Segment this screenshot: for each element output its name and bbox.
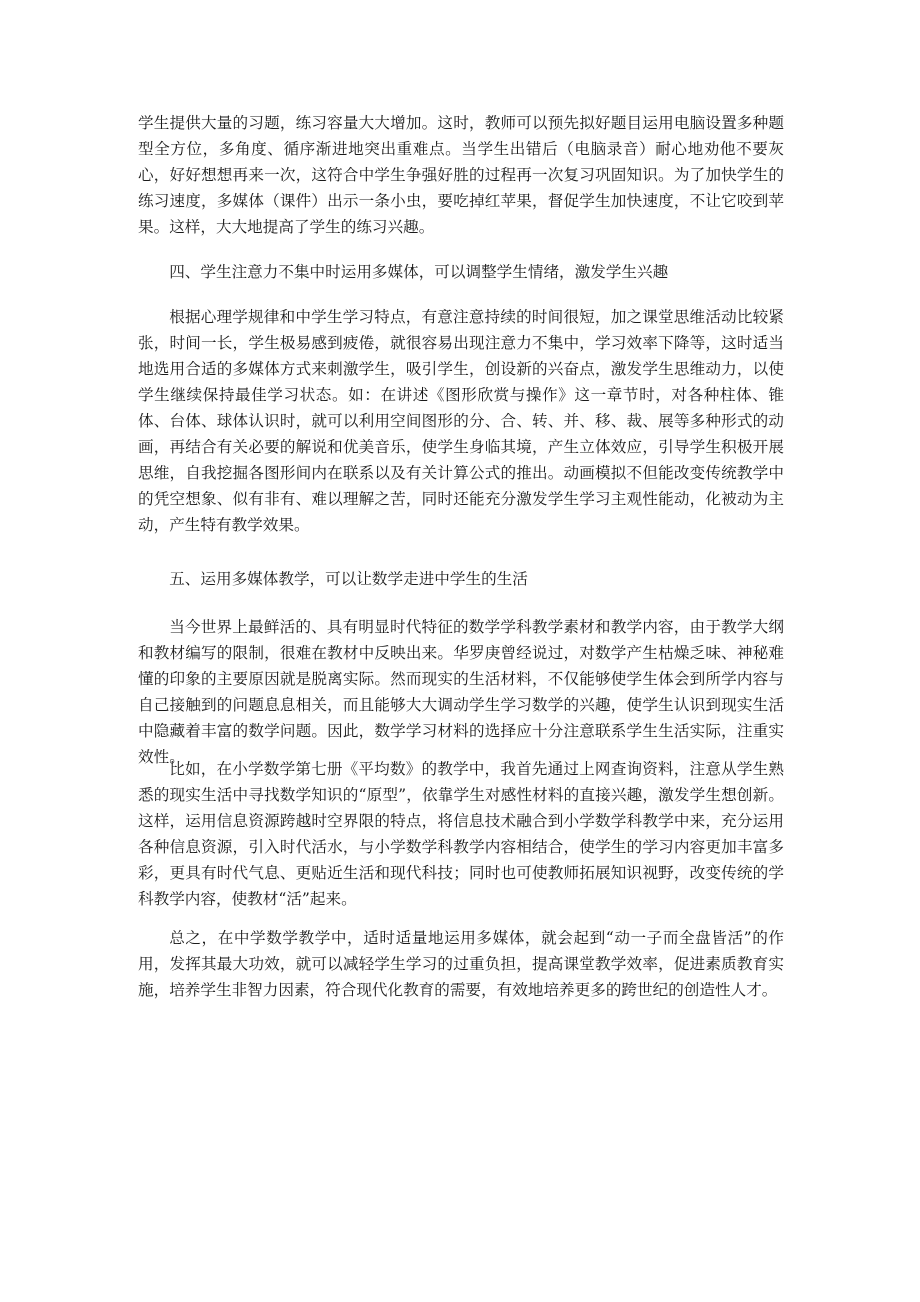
section-4-body: 根据心理学规律和中学生学习特点，有意注意持续的时间很短，加之课堂思维活动比较紧张，时间一长，学生极易感到疲倦，就很容易出现注意力不集中，学习效率下降等，这时适当地选用合适的多媒体方式来刺激学生，吸引学生，创设新的兴奋点，激发学生思维动力，以使学生继续保持最佳学习状态。如：在讲述《图形欣赏与操作》这一章节时，对各种柱体、锥体、台体、球体认识时，就可以利用空间图形的分、合、转、并、移、裁、展等多种形式的动画，再结合有关必要的解说和优美音乐，使学生身临其境，产生立体效应，引导学生积极开展思维，自我挖掘各图形间内在联系以及有关计算公式的推出。动画模拟不但能改变传统教学中的凭空想象、似有非有、难以理解之苦，同时还能充分激发学生学习主观性能动，化被动为主动，产生特有教学效果。 xyxy=(138,308,784,534)
section-4-heading: 四、学生注意力不集中时运用多媒体，可以调整学生情绪，激发学生兴趣 xyxy=(169,263,669,281)
section-5-heading: 五、运用多媒体教学，可以让数学走进中学生的生活 xyxy=(169,570,528,588)
section-5-body-2: 比如，在小学数学第七册《平均数》的教学中，我首先通过上网查询资料，注意从学生熟悉的现实生活中寻找数学知识的“原型”，依靠学生对感性材料的直接兴趣，激发学生想创新。这样，运用信息资源跨越时空界限的特点，将信息技术融合到小学数学科教学中来，充分运用各种信息资源，引入时代活水，与小学数学科教学内容相结合，使学生的学习内容更加丰富多彩，更具有时代气息、更贴近生活和现代科技；同时也可使教师拓展知识视野，改变传统的学科教学内容，使教材“活”起来。 xyxy=(138,760,784,908)
section-5-body-1: 当今世界上最鲜活的、具有明显时代特征的数学学科教学素材和教学内容，由于教学大纲和教材编写的限制，很难在教材中反映出来。华罗庚曾经说过，对数学产生枯燥乏味、神秘难懂的印象的主要原因就是脱离实际。然而现实的生活材料，不仅能够使学生体会到所学内容与自己接触到的问题息息相关，而且能够大大调动学生学习数学的兴趣，使学生认识到现实生活中隐藏着丰富的数学问题。因此，数学学习材料的选择应十分注意联系学生生活实际，注重实效性。 xyxy=(138,618,784,766)
paragraph-continued: 学生提供大量的习题，练习容量大大增加。这时，教师可以预先拟好题目运用电脑设置多种题型全方位，多角度、循序渐进地突出重难点。当学生出错后（电脑录音）耐心地劝他不要灰心，好好想想再来一次，这符合中学生争强好胜的过程再一次复习巩固知识。为了加快学生的练习速度，多媒体（课件）出示一条小虫，要吃掉红苹果，督促学生加快速度，不让它咬到苹果。这样，大大地提高了学生的练习兴趣。 xyxy=(138,114,784,236)
conclusion-paragraph: 总之，在中学数学教学中，适时适量地运用多媒体，就会起到“动一子而全盘皆活”的作用，发挥其最大功效，就可以减轻学生学习的过重负担，提高课堂教学效率，促进素质教育实施，培养学生非智力因素，符合现代化教育的需要，有效地培养更多的跨世纪的创造性人才。 xyxy=(138,929,784,999)
